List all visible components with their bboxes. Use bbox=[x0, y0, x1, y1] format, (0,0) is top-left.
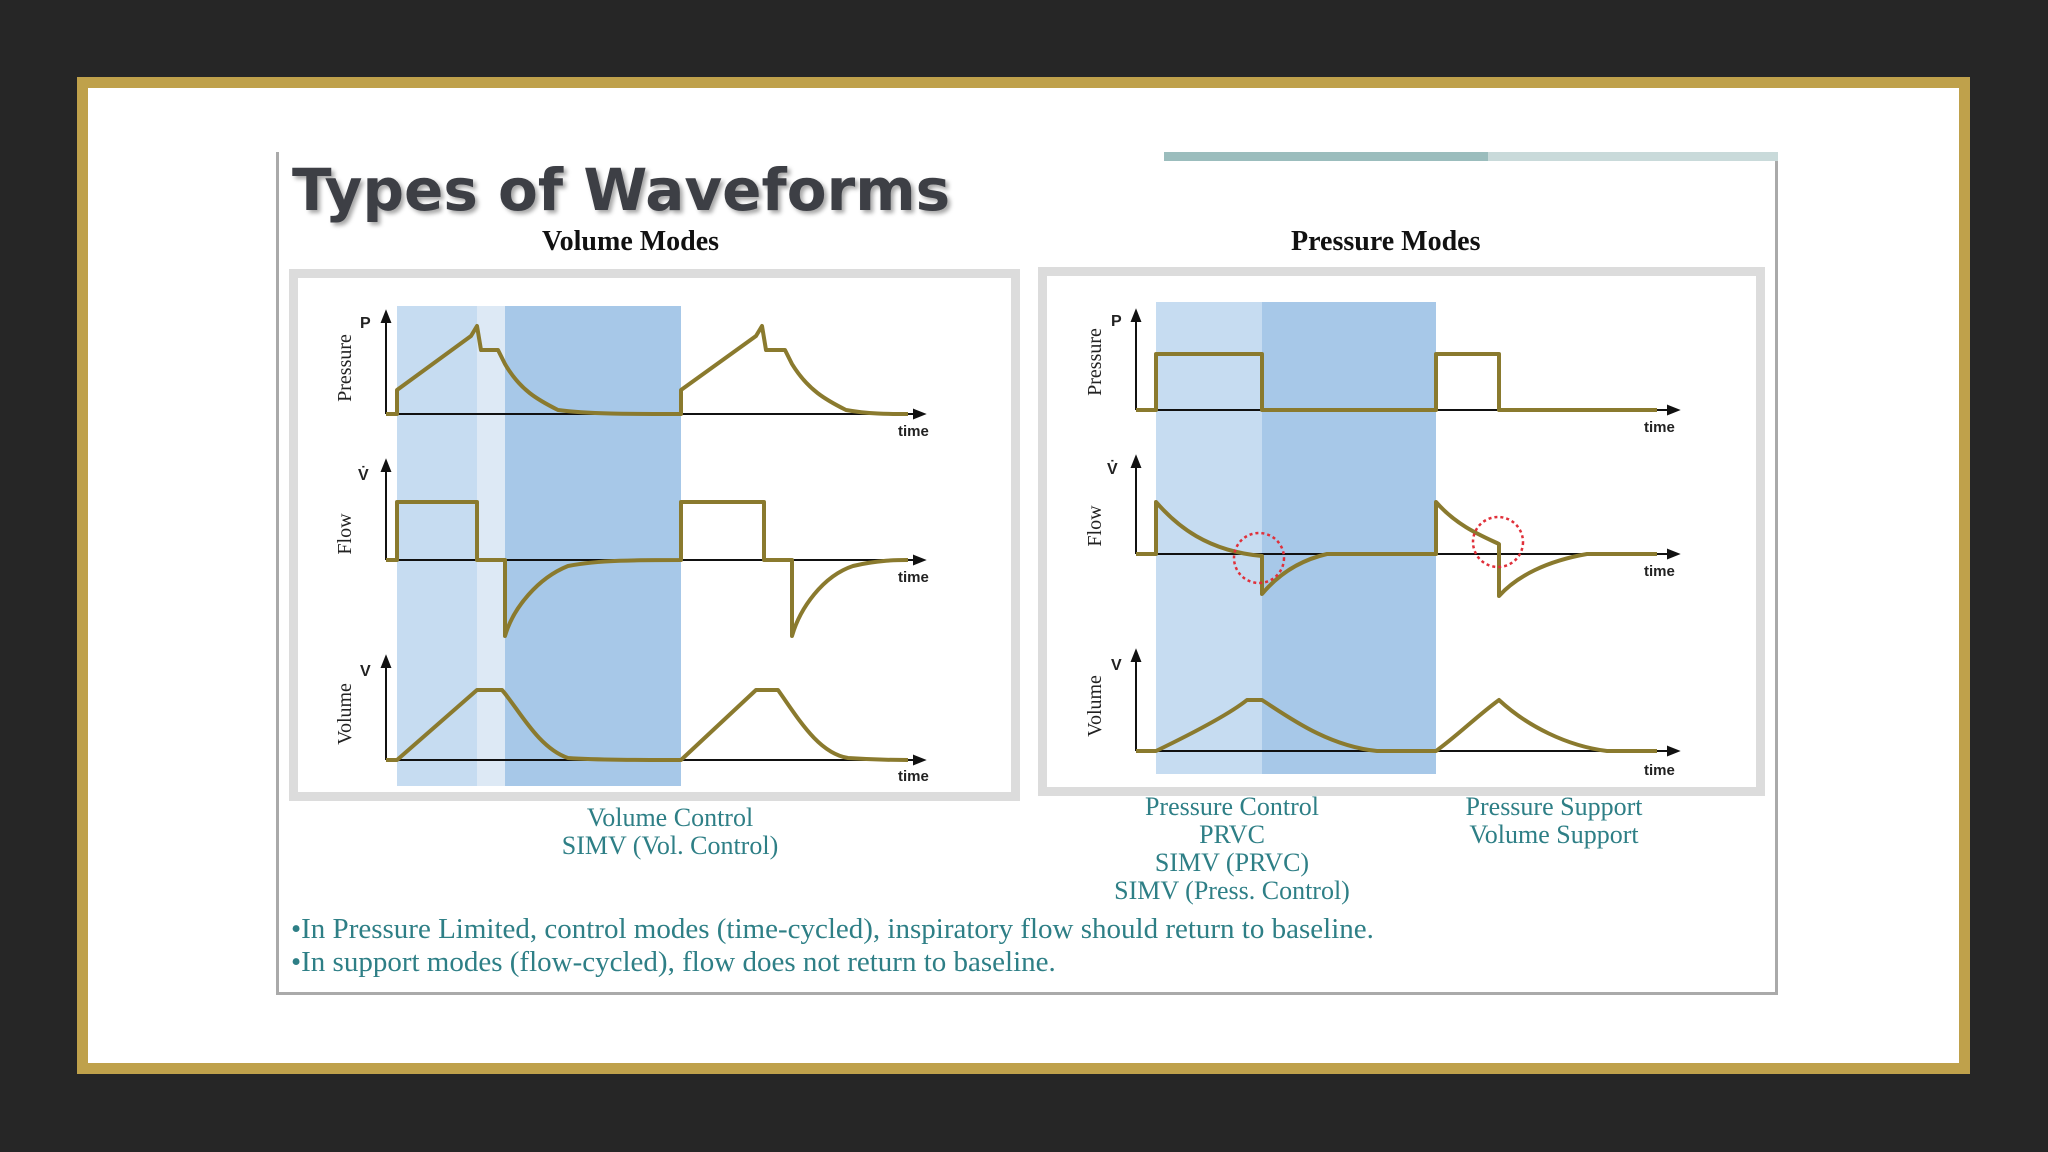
time-label: time bbox=[1644, 563, 1675, 580]
pressure-axis-label: Pressure bbox=[1084, 328, 1106, 396]
volume-axis-label: Volume bbox=[334, 683, 356, 745]
bullet-item: •In support modes (flow-cycled), flow does not return to baseline. bbox=[291, 946, 1056, 978]
time-label: time bbox=[1644, 762, 1675, 779]
pressure-control-caption bbox=[1052, 793, 1412, 905]
volume-modes-panel bbox=[289, 269, 1020, 801]
title-accent-bar bbox=[1164, 152, 1778, 161]
volume-modes-diagram bbox=[298, 278, 1011, 792]
slide-title: Types of Waveforms bbox=[292, 156, 951, 224]
flow-axis-label: Flow bbox=[334, 513, 356, 555]
caption-line: SIMV (PRVC) bbox=[1154, 848, 1310, 877]
pressure-modes-diagram bbox=[1047, 276, 1756, 787]
pressure-support-caption bbox=[1394, 793, 1714, 849]
flow-axis-label: Flow bbox=[1084, 505, 1106, 547]
caption-line: Volume Control bbox=[586, 803, 754, 832]
pause-shade bbox=[477, 306, 505, 786]
pressure-modes-heading: Pressure Modes bbox=[1291, 226, 1481, 257]
v-symbol: V bbox=[1111, 657, 1122, 674]
pressure-axis-label: Pressure bbox=[334, 334, 356, 402]
time-label: time bbox=[1644, 419, 1675, 436]
caption-line: Pressure Control bbox=[1144, 792, 1320, 821]
volume-axis-label: Volume bbox=[1084, 675, 1106, 737]
time-label: time bbox=[898, 768, 929, 785]
bullet-item: •In Pressure Limited, control modes (time-cycled), inspiratory flow should return to baseline. bbox=[291, 913, 1374, 945]
pressure-modes-panel bbox=[1038, 267, 1765, 796]
p-symbol: P bbox=[360, 315, 371, 332]
caption-line: PRVC bbox=[1199, 820, 1265, 849]
caption-line: SIMV (Vol. Control) bbox=[561, 831, 779, 860]
expiration-shade bbox=[505, 306, 681, 786]
flow-symbol: V̇ bbox=[358, 467, 369, 484]
caption-line: Volume Support bbox=[1469, 820, 1639, 849]
volume-modes-caption bbox=[480, 804, 860, 860]
inspiration-shade bbox=[397, 306, 477, 786]
caption-line: Pressure Support bbox=[1465, 792, 1643, 821]
p-symbol: P bbox=[1111, 313, 1122, 330]
caption-line: SIMV (Press. Control) bbox=[1114, 876, 1350, 905]
v-symbol: V bbox=[360, 663, 371, 680]
expiration-shade bbox=[1262, 302, 1436, 774]
flow-symbol: V̇ bbox=[1107, 461, 1118, 478]
volume-modes-heading: Volume Modes bbox=[542, 226, 720, 257]
bullet-list bbox=[291, 913, 1374, 979]
time-label: time bbox=[898, 569, 929, 586]
time-label: time bbox=[898, 423, 929, 440]
